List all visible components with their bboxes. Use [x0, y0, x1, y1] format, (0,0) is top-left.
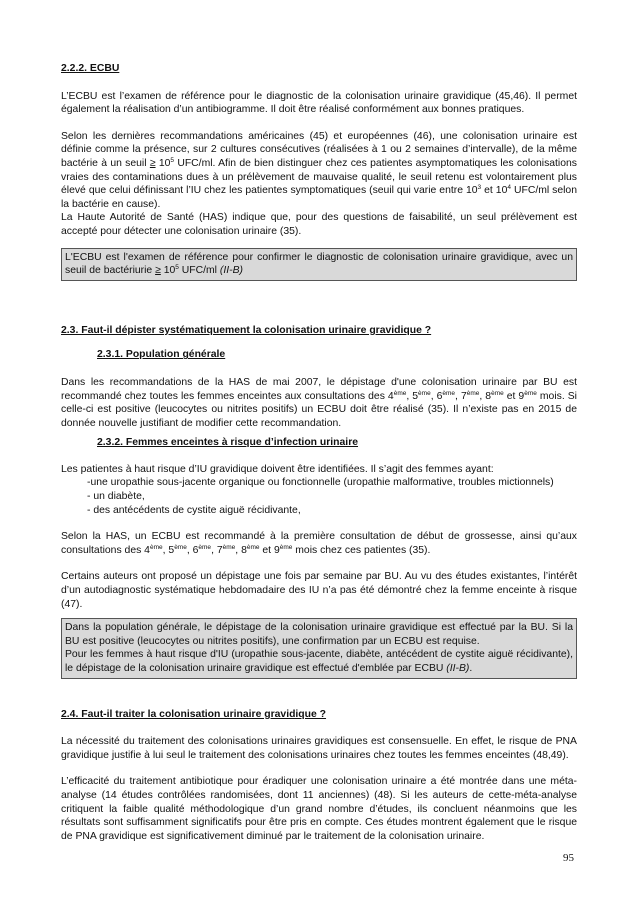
- list-item-cystitis: - des antécédents de cystite aiguë récidivante,: [87, 504, 301, 516]
- section-heading-2-3: 2.3. Faut-il dépister systématiquement la colonisation urinaire gravidique ?: [61, 324, 432, 336]
- paragraph-has-ecbu-schedule: Selon la HAS, un ECBU est recommandé à la première consultation de début de grossesse, ainsi qu’aux consultations des 4ème, 5ème, 6ème, 7ème, 8ème et 9ème mois chez ces patientes (35).: [61, 531, 577, 556]
- paragraph-meta-analysis: L’efficacité du traitement antibiotique pour éradiquer une colonisation urinaire a été montrée dans une méta-analyse (14 études contrôlées randomisées, dont 11 anciennes) (48). Si les auteurs de cette-méta-analyse critiquent la faible qualité méthodologique d’un grand nombre d’études, ils concluent néanmoins que les résultats sont suffisamment significatifs pour être pris en compte. Ces études montrent également que le risque de PNA gravidique est significativement diminué par le traitement de la colonisation urinaire.: [61, 776, 577, 842]
- summary-box-screening: [61, 618, 577, 678]
- section-heading-2-4: 2.4. Faut-il traiter la colonisation urinaire gravidique ?: [61, 708, 327, 720]
- paragraph-has-single-sample: La Haute Autorité de Santé (HAS) indique que, pour des questions de faisabilité, un seul prélèvement est accepté pour détecter une colonisation urinaire (35).: [61, 212, 577, 237]
- summary-box-screening-general: Dans la population générale, le dépistage de la colonisation urinaire gravidique est effectué par la BU. Si la BU est positive (leucocytes ou nitrites positifs), une confirmation par un ECBU est requise.: [65, 622, 573, 647]
- summary-box-ecbu: L'ECBU est l'examen de référence pour confirmer le diagnostic de colonisation urinaire gravidique, avec un seuil de bactériurie ≥ $10^5$ UFC/ml (II-B): [61, 248, 577, 281]
- page-content: [61, 62, 577, 843]
- subsection-heading-2-3-1: 2.3.1. Population générale: [97, 349, 226, 361]
- paragraph-self-screening: Certains auteurs ont proposé un dépistage une fois par semaine par BU. Au vu des études existantes, l’intérêt d’un autodiagnostic systématique hebdomadaire des IU n’a pas été démontré chez la femme enceinte à risque (47).: [61, 571, 577, 610]
- list-item-diabetes: - un diabète,: [87, 491, 145, 503]
- paragraph-high-risk-intro: Les patientes à haut risque d’IU gravidique doivent être identifiées. Il s’agit des femmes ayant:: [61, 463, 494, 475]
- paragraph-ecbu-intro: L’ECBU est l’examen de référence pour le diagnostic de la colonisation urinaire gravidique (45,46). Il permet également la réalisation d’un antibiogramme. Il doit être réalisé conformément aux bonnes pratiques.: [61, 90, 577, 116]
- paragraph-treatment-consensus: La nécessité du traitement des colonisations urinaires gravidiques est consensuelle. En effet, le risque de PNA gravidique justifie à lui seul le traitement des colonisations urinaires chez toutes les femmes enceintes (48,49).: [61, 736, 577, 761]
- subsection-heading-2-3-2: 2.3.2. Femmes enceintes à risque d’infection urinaire: [97, 437, 359, 449]
- summary-box-screening-high-risk: Pour les femmes à haut risque d'IU (uropathie sous-jacente, diabète, antécédent de cystite aiguë récidivante), le dépistage de la colonisation urinaire gravidique est effectué d'emblée par ECBU (II-B).: [65, 649, 573, 674]
- section-heading-2-2-2: 2.2.2. ECBU: [61, 63, 120, 74]
- paragraph-general-population: Dans les recommandations de la HAS de mai 2007, le dépistage d'une colonisation urinaire par BU est recommandé chez toutes les femmes enceintes aux consultations des 4ème, 5ème, 6ème, 7ème, 8ème et 9ème mois. Si celle-ci est positive (leucocytes ou nitrites positifs) un ECBU doit être réalisé (35). Il n’existe pas en 2015 de donnée nouvelle justifiant de modifier cette recommandation.: [61, 376, 577, 429]
- page-number: 95: [563, 852, 574, 864]
- paragraph-ecbu-recommendations: Selon les dernières recommandations américaines (45) et européennes (46), une colonisation urinaire est définie comme la présence, sur 2 cultures consécutives (réalisées à 1 ou 2 semaines d’intervalle), de la même bactérie à un seuil ≥ $10^5$ UFC/ml. Afin de bien distinguer chez ces patientes asymptomatiques les colonisations vraies des contaminations dues à un prélèvement de mauvaise qualité, le seuil retenu est volontairement plus élevé que celui définissant l’IU chez les patientes symptomatiques (seuil qui varie entre $10^3$ et $10^4$ UFC/ml selon la bactérie en cause).: [61, 130, 577, 210]
- list-item-uropathy: -une uropathie sous-jacente organique ou fonctionnelle (uropathie malformative, troubles mictionnels): [87, 477, 554, 489]
